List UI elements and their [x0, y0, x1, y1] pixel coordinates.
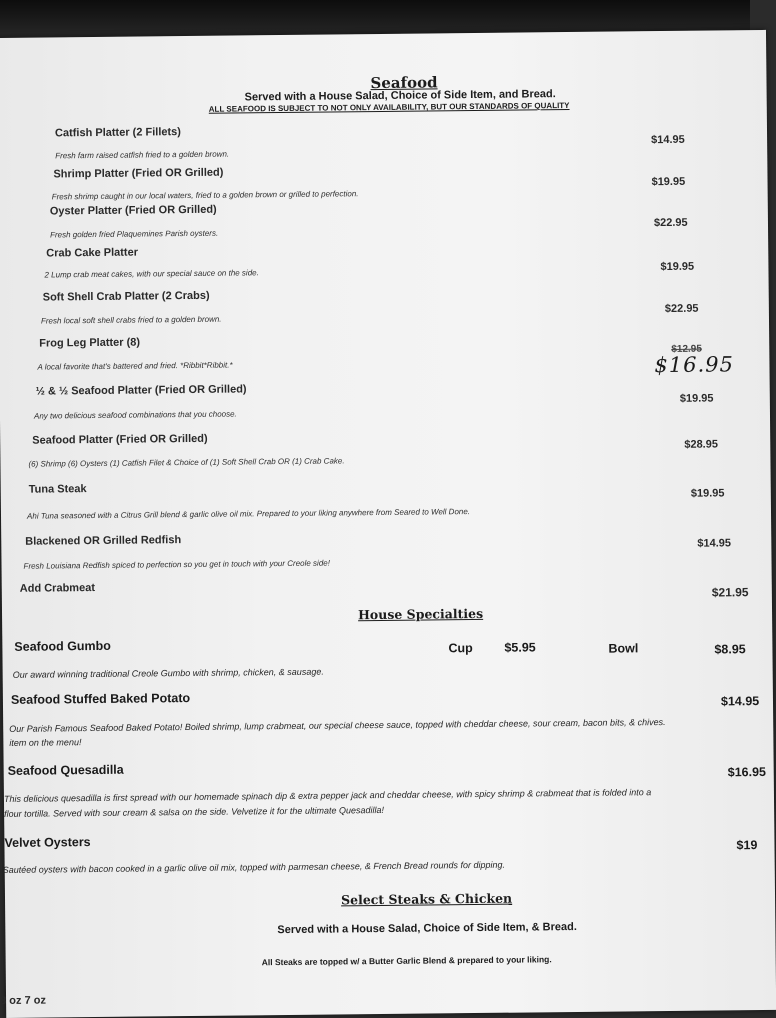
cup-price: $5.95 — [504, 640, 536, 655]
menu-item-price: $14.95 — [697, 537, 732, 550]
bowl-price: $8.95 — [714, 642, 746, 657]
menu-page — [0, 30, 776, 1018]
old-price: $12.95 — [671, 343, 702, 355]
menu-item-description: Fresh farm raised catfish fried to a golden brown. — [55, 149, 230, 161]
seafood-notice: ALL SEAFOOD IS SUBJECT TO NOT ONLY AVAILABILITY, BUT OUR STANDARDS OF QUALITY — [208, 100, 570, 114]
cutoff-item: 8 oz 7 oz — [0, 994, 46, 1008]
menu-item-price: $22.95 — [653, 216, 688, 230]
menu-item-price: $19.95 — [660, 260, 695, 274]
menu-item-description: flour tortilla. Served with sour cream & salsa on the side. Velvetize it for the ultimate Quesadilla! — [4, 804, 385, 819]
menu-item-description: Any two delicious seafood combinations that you choose. — [33, 409, 237, 421]
menu-item-name: Soft Shell Crab Platter (2 Crabs) — [42, 289, 210, 304]
section-title-house-specialties: House Specialties — [357, 605, 484, 623]
menu-item-name: Seafood Gumbo — [14, 638, 111, 654]
menu-item-name: Seafood Stuffed Baked Potato — [10, 691, 191, 707]
menu-item-name: Oyster Platter (Fried OR Grilled) — [49, 203, 217, 218]
menu-item-description: Our Parish Famous Seafood Baked Potato! Boiled shrimp, lump crabmeat, our special cheese sauce, topped with cheddar cheese, sour cream, bacon bits, & chives. — [9, 717, 666, 734]
menu-item-price: $22.95 — [664, 302, 699, 316]
steaks-subtitle: Served with a House Salad, Choice of Side Item, & Bread. — [277, 920, 577, 937]
menu-item-description: 2 Lump crab meat cakes, with our special sauce on the side. — [44, 268, 259, 280]
menu-item-price: $14.95 — [651, 133, 685, 147]
seafood-subtitle: Served with a House Salad, Choice of Side Item, and Bread. — [244, 88, 556, 104]
menu-item-name: Shrimp Platter (Fried OR Grilled) — [53, 166, 224, 181]
steaks-note: All Steaks are topped w/ a Butter Garlic Blend & prepared to your liking. — [261, 954, 552, 968]
menu-item-name: Blackened OR Grilled Redfish — [25, 534, 182, 548]
menu-item-name: Tuna Steak — [28, 483, 87, 496]
menu-item-description: Fresh local soft shell crabs fried to a golden brown. — [40, 314, 222, 326]
menu-item-description: Fresh shrimp caught in our local waters, fried to a golden brown or grilled to perfection. — [51, 189, 359, 202]
menu-item-description: item on the menu! — [9, 737, 82, 748]
section-title-steaks: Select Steaks & Chicken — [340, 890, 513, 908]
menu-item-name: Frog Leg Platter (8) — [39, 336, 141, 350]
menu-item-description: Ahi Tuna seasoned with a Citrus Grill blend & garlic olive oil mix. Prepared to your liking anywhere from Seared to Well Done. — [26, 507, 471, 521]
section-title-seafood: Seafood — [370, 73, 438, 93]
menu-item-name: ½ & ½ Seafood Platter (Fried OR Grilled) — [35, 383, 247, 398]
menu-item-price: $28.95 — [684, 438, 719, 451]
menu-item-name: Velvet Oysters — [4, 835, 91, 850]
menu-item-name: Crab Cake Platter — [46, 246, 139, 260]
add-crabmeat-label: Add Crabmeat — [19, 581, 96, 595]
cup-label: Cup — [448, 641, 473, 656]
menu-item-description: This delicious quesadilla is first spread with our homemade spinach dip & extra pepper jack and cheddar cheese, with spicy shrimp & crabmeat that is folded into a — [3, 787, 652, 804]
menu-item-description: (6) Shrimp (6) Oysters (1) Catfish Filet & Choice of (1) Soft Shell Crab OR (1) Crab Cake. — [28, 456, 345, 469]
menu-item-price: $16.95 — [727, 764, 767, 780]
menu-item-description: A local favorite that's battered and fried. *Ribbit*Ribbit.* — [37, 360, 233, 372]
menu-item-name: Catfish Platter (2 Fillets) — [54, 126, 181, 140]
bowl-label: Bowl — [608, 641, 639, 656]
menu-item-description: Fresh golden fried Plaquemines Parish oysters. — [50, 228, 219, 240]
add-crabmeat-price: $21.95 — [711, 585, 749, 600]
menu-item-price: $14.95 — [720, 694, 760, 709]
menu-item-price: $19.95 — [679, 392, 714, 405]
menu-item-price: $19.95 — [651, 175, 686, 189]
menu-item-name: Seafood Quesadilla — [7, 762, 124, 778]
menu-item-price: $19.95 — [690, 487, 725, 500]
menu-item-name: Seafood Platter (Fried OR Grilled) — [32, 432, 208, 447]
menu-item-price: $19 — [736, 838, 758, 853]
menu-item-description: Sautéed oysters with bacon cooked in a garlic olive oil mix, topped with parmesan cheese, & French Bread rounds for dipping. — [2, 859, 506, 875]
menu-item-description: Our award winning traditional Creole Gumbo with shrimp, chicken, & sausage. — [12, 666, 324, 680]
handwritten-price: $16.95 — [654, 352, 735, 378]
menu-item-description: Fresh Louisiana Redfish spiced to perfection so you get in touch with your Creole side! — [23, 558, 330, 571]
